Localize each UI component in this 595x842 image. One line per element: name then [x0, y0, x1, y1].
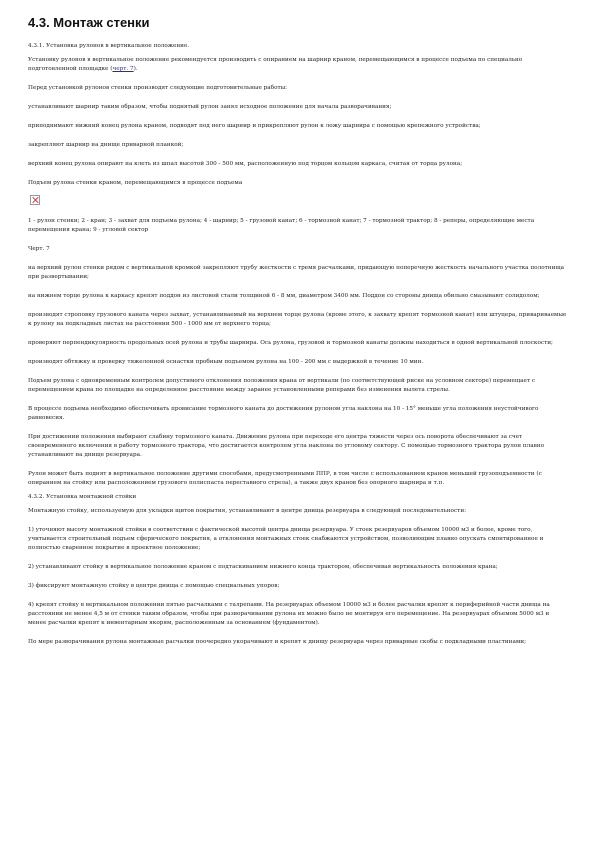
paragraph: производят строповку грузового каната через захват, устанавливаемый на верхнем торце рулона (кроме этого, к захвату крепят тормозной канат) или штуцера, привариваемые к рулону на подкладных листах на расстоянии 500 - 1000 мм от верхнего торца;: [28, 312, 567, 327]
paragraph: устанавливают шарнир таким образом, чтобы поднятый рулон занял исходное положение для начала разворачивания;: [28, 104, 392, 110]
paragraph: Рулон может быть поднят в вертикальное положение другими способами, предусмотренными ППР, в том числе с использованием кранов меньшей грузоподъемности (с опиранием на стойку или расположением грузового полиспаста переставного стрела), а также двух кранов без опорного шарнира и т.п.: [28, 471, 542, 486]
paragraph: Установку рулонов в вертикальное положение рекомендуется производить с опиранием на шарнир краном, перемещающимся в процессе подъема по специально подготовленной площадке (черт. 7).: [28, 57, 523, 72]
figure-caption: 1 - рулон стенки; 2 - кран; 3 - захват для подъема рулона; 4 - шарнир; 5 - грузовой канат; 6 - тормозной канат; 7 - тормозной трактор; 8 - реперы, определяющие места перемещения крана; 9 - угловой сектор: [28, 218, 535, 233]
paragraph: приподнимают нижний конец рулона краном, подводят под него шарнир и прикрепляют рулон к ложу шарнира с помощью крепежного устройства;: [28, 123, 481, 129]
paragraph: производят обтяжку и проверку тяжелонной оснастки пробным подъемом рулона на 100 - 200 мм с выдержкой в течение 10 мин.: [28, 359, 424, 365]
paragraph: По мере разворачивания рулона монтажные расчалки поочередно укорачивают и крепят к днищу резервуара через приварные скобы с подкладными пластинами;: [28, 639, 526, 645]
paragraph: Подъем рулона с одновременным контролем допустимого отклонения положения крана от вертикали (по соответствующей риске на условном секторе) перемещает с перемещением крана по площадке на определенное расстояние между заранее установленными реперами без изменения вылета стрелы.: [28, 378, 536, 393]
paragraph: закрепляют шарнир на днище приварной планкой;: [28, 142, 184, 148]
section-heading-4-3-2: 4.3.2. Установка монтажной стойки: [28, 494, 137, 500]
paragraph: Монтажную стойку, используемую для укладки щитов покрытия, устанавливают в центре днища резервуара в следующей последовательности:: [28, 508, 467, 514]
figure-7-link[interactable]: черт. 7: [112, 66, 134, 72]
figure-7-image: [28, 193, 569, 217]
list-item: 2) устанавливают стойку в вертикальное положение краном с подтаскиванием нижнего конца трактором, обеспечивая вертикальность положения крана;: [28, 564, 498, 570]
paragraph: Перед установкой рулонов стенки производят следующие подготовительные работы:: [28, 85, 288, 91]
section-heading-4-3-1: 4.3.1. Установка рулонов в вертикальное положение.: [28, 43, 190, 49]
paragraph: на верхний рулон стенки рядом с вертикальной кромкой закрепляют трубу жесткости с тремя расчалками, придающую поперечную жесткость начального участка полотнища при развертывании;: [28, 265, 565, 280]
figure-label: Черт. 7: [28, 246, 50, 252]
paragraph: верхний конец рулона опирают на клеть из шпал высотой 300 - 500 мм, расположенную под торцом кольцом каркаса, считая от торца рулона;: [28, 161, 463, 167]
list-item: 1) уточняют высоту монтажной стойки в соответствии с фактической высотой центра днища резервуара. У стоек резервуаров объемом 10000 м3 и более, кроме того, учитывается строительный подъем сферического покрытия, а отклонения монтажных стоек снабжаются устройством, позволяющим плавно опускать смонтированное и полностью сваренное покрытие в проектное положение;: [28, 527, 544, 551]
figure-title: Подъем рулона стенки краном, перемещающимся в процессе подъема: [28, 180, 243, 186]
broken-image-icon: [30, 195, 40, 205]
paragraph: проверяют перпендикулярность продольных осей рулона и трубы шарнира. Ось рулона, грузовой и тормозной канаты должны находиться в одной вертикальной плоскости;: [28, 340, 553, 346]
paragraph: В процессе подъема необходимо обеспечивать провисание тормозного каната до достижения рулоном угла наклона на 10 - 15° меньше угла положения неустойчивого равновесия.: [28, 406, 539, 421]
list-item: 3) фиксируют монтажную стойку в центре днища с помощью специальных упоров;: [28, 583, 280, 589]
page-title: 4.3. Монтаж стенки: [28, 15, 150, 30]
list-item: 4) крепят стойку в вертикальном положении пятью расчалками с талрепами. На резервуарах объемом 10000 м3 и более расчалки крепят к периферийной части днища на расстоянии не менее 4,5 м от стенки таким образом, чтобы при разворачивании рулона их можно было не монтируя его перемещение. На резервуарах объемом 5000 м3 и менее расчалки крепят к инвентарным якорям, расположенным за основанием (фундаментом).: [28, 602, 550, 626]
paragraph: на нижнем торце рулона к каркасу крепят поддон из листовой стали толщиной 6 - 8 мм, диаметром 3400 мм. Поддон со стороны днища обильно смазывают солидолом;: [28, 293, 540, 299]
paragraph: При достижении положения выбирают слабину тормозного каната. Движение рулона при переходе его центра тяжести через ось поворота обеспечивают за счет своевременного включения в работу тормозного трактора, что достигается контролем угла наклона по угловому сектору. С помощью тормозного трактора рулон плавно устанавливают на днище резервуара.: [28, 434, 545, 458]
